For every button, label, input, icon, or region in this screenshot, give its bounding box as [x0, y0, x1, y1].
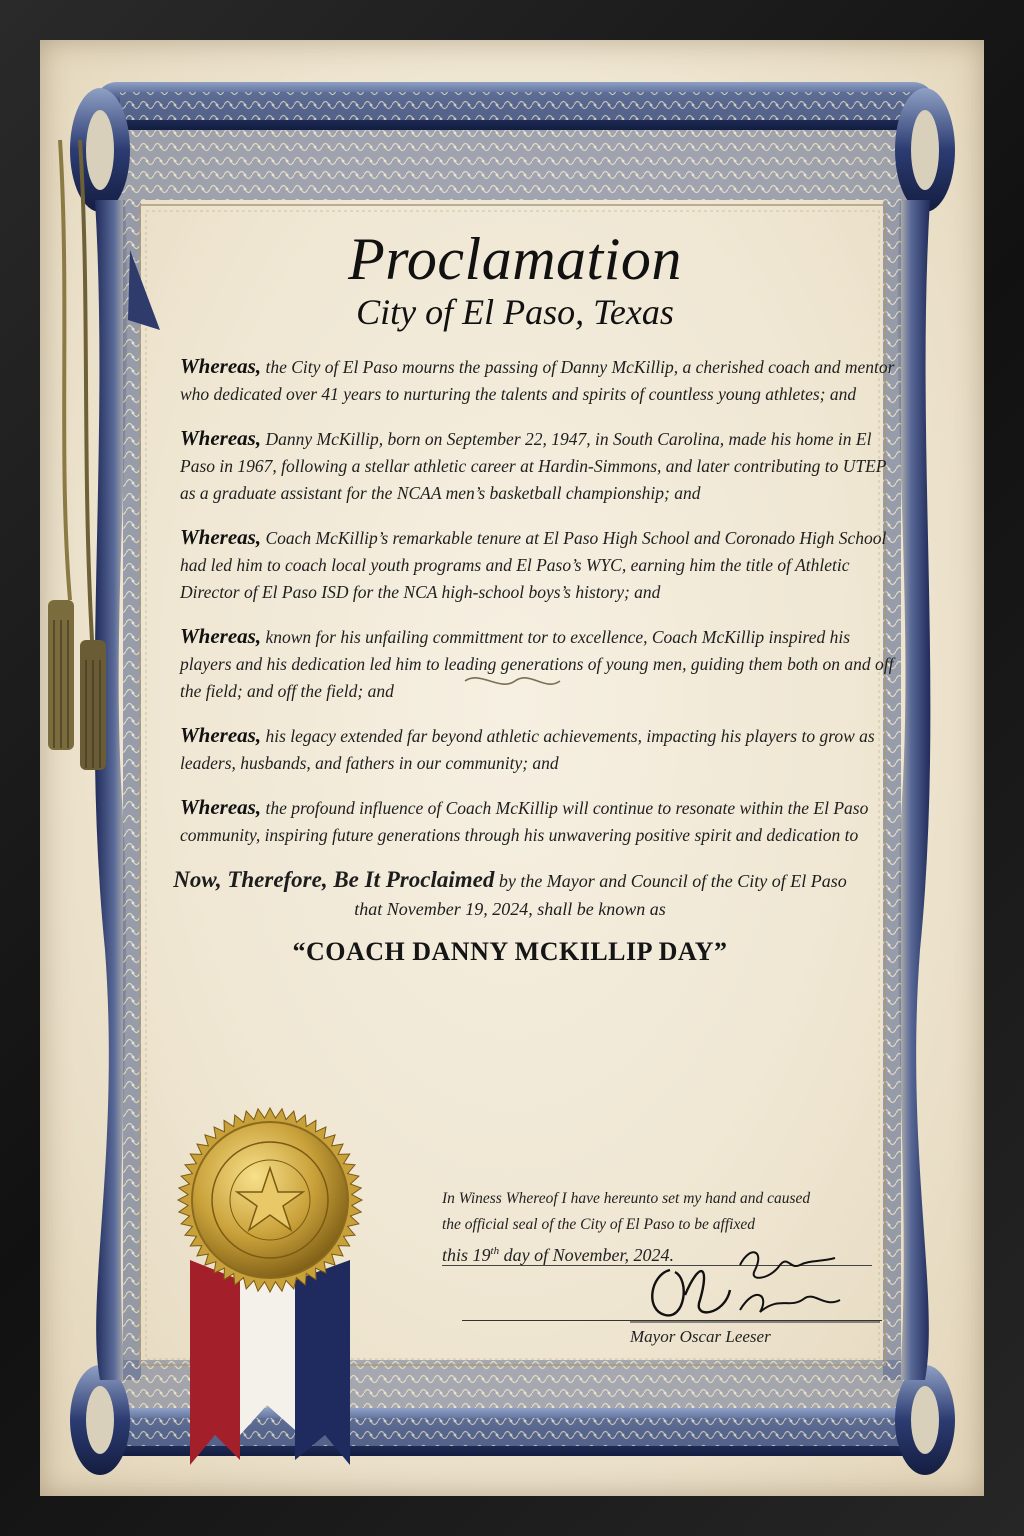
- signer-name: Mayor Oscar Leeser: [630, 1327, 771, 1346]
- whereas-paragraph: [180, 353, 900, 408]
- proclamation-lead: Now, Therefore, Be It Proclaimed: [173, 867, 495, 892]
- date-ordinal: th: [490, 1245, 500, 1257]
- whereas-paragraph: [180, 425, 900, 507]
- whereas-paragraph: [180, 524, 900, 606]
- witness-line-2: the official seal of the City of El Paso to be affixed: [442, 1216, 755, 1233]
- day-name: “COACH DANNY MCKILLIP DAY”: [292, 937, 728, 966]
- document-title: Proclamation: [348, 226, 682, 292]
- whereas-lead: Whereas,: [180, 795, 262, 819]
- signature-line: [462, 1320, 882, 1321]
- whereas-lead: Whereas,: [180, 525, 262, 549]
- gold-seal: [170, 1100, 370, 1480]
- date-prefix: this 19: [442, 1245, 491, 1265]
- whereas-text: his legacy extended far beyond athletic achievements, impacting his players to grow as leaders, husbands, and fathers in our community; and: [180, 726, 875, 773]
- document-subtitle: City of El Paso, Texas: [356, 292, 674, 332]
- whereas-paragraph: [180, 623, 900, 705]
- proclamation-body: [120, 215, 910, 967]
- ribbon-white: [240, 1280, 295, 1435]
- whereas-lead: Whereas,: [180, 624, 262, 648]
- whereas-text: the profound influence of Coach McKillip will continue to resonate within the El Paso community, inspiring future generations through his unwavering positive spirit and dedication to: [180, 798, 869, 845]
- whereas-text: Coach McKillip’s remarkable tenure at El Paso High School and Coronado High School had led him to coach local youth programs and El Paso’s WYC, earning him the title of Athletic Director of El Paso ISD for the NCA high-school boys’s history; and: [180, 528, 887, 602]
- witness-line-1: In Winess Whereof I have hereunto set my hand and caused: [442, 1190, 811, 1207]
- whereas-lead: Whereas,: [180, 723, 262, 747]
- whereas-text: known for his unfailing committment tor to excellence, Coach McKillip inspired his players and his dedication led him to leading generations of young men, guiding them both on and off the field; and off the field; and: [180, 627, 894, 701]
- proclamation-statement: [160, 866, 860, 923]
- ribbon-blue: [295, 1260, 350, 1465]
- whereas-text: Danny McKillip, born on September 22, 1947, in South Carolina, made his home in El Paso in 1967, following a stellar athletic career at Hardin-Simmons, and later contributing to UTEP as a graduate assistant for the NCAA men’s basketball championship; and: [180, 429, 887, 503]
- whereas-text: the City of El Paso mourns the passing of Danny McKillip, a cherished coach and mentor who dedicated over 41 years to nurturing the talents and spirits of countless young athletes; and: [180, 357, 895, 404]
- ribbon-red: [190, 1260, 240, 1465]
- proclamation-text: by the Mayor and Council of the City of El Paso that November 19, 2024, shall be known as: [354, 871, 847, 919]
- whereas-paragraph: [180, 794, 900, 849]
- whereas-lead: Whereas,: [180, 426, 262, 450]
- mayor-signature: [630, 1240, 890, 1330]
- whereas-paragraph: [180, 722, 900, 777]
- date-suffix: day of November, 2024.: [499, 1245, 675, 1265]
- whereas-lead: Whereas,: [180, 354, 262, 378]
